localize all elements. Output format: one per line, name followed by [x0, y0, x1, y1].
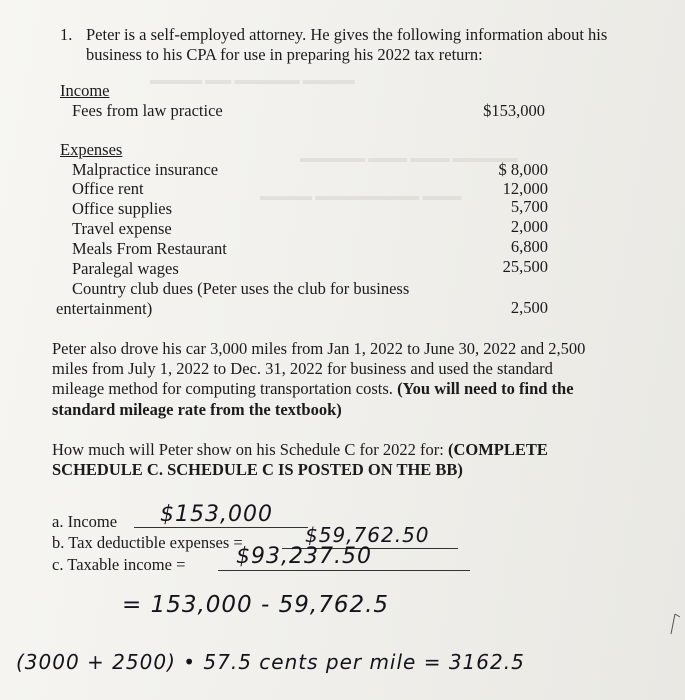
- answer-a-underline: [134, 527, 308, 528]
- handwritten-calculation: = 153,000 - 59,762.5: [122, 592, 390, 618]
- intro-line-2: business to his CPA for use in preparing his 2022 tax return:: [86, 45, 483, 64]
- bleed-through-text: ▬▬▬▬ ▬▬ ▬▬▬▬▬ ▬▬▬▬: [150, 72, 355, 87]
- mileage-line-3-text: mileage method for computing transportation costs.: [52, 379, 393, 398]
- question-line-1: [52, 440, 548, 460]
- question-line-1-text: How much will Peter show on his Schedule C for 2022 for:: [52, 440, 444, 459]
- mileage-line-3: [52, 379, 574, 399]
- bleed-through-text: ▬▬▬▬ ▬▬▬▬▬▬▬▬ ▬▬▬: [260, 188, 462, 203]
- expense-amount: 5,700: [510, 197, 548, 216]
- expense-label: Meals From Restaurant: [72, 239, 227, 258]
- handwritten-mileage-calculation: (3000 + 2500) • 57.5 cents per mile = 3162.5: [16, 650, 525, 674]
- expense-amount: 2,000: [510, 217, 548, 236]
- mileage-line-2: miles from July 1, 2022 to Dec. 31, 2022 for business and used the standard: [52, 359, 553, 378]
- question-number: 1.: [60, 25, 73, 44]
- answer-c-underline: [218, 570, 470, 571]
- answer-c-handwritten: $93,237.50: [236, 544, 372, 569]
- question-line-1-bold: (COMPLETE: [447, 440, 548, 459]
- expense-amount: 6,800: [510, 237, 548, 256]
- intro-line-1: Peter is a self-employed attorney. He gives the following information about his: [86, 25, 608, 44]
- answer-a-handwritten: $153,000: [160, 502, 273, 527]
- income-label: Fees from law practice: [72, 101, 223, 120]
- income-amount: $153,000: [483, 101, 545, 120]
- expenses-heading: Expenses: [60, 140, 123, 159]
- mileage-line-3-bold: (You will need to find the: [397, 379, 574, 398]
- expense-label: Malpractice insurance: [72, 160, 219, 179]
- expense-label: Office rent: [72, 179, 144, 198]
- mileage-line-1: Peter also drove his car 3,000 miles from Jan 1, 2022 to June 30, 2022 and 2,500: [52, 339, 586, 358]
- bleed-through-text: ▬▬▬▬▬ ▬▬▬ ▬▬▬ ▬▬▬▬▬: [300, 150, 518, 165]
- pen-mark-icon: [668, 612, 682, 636]
- income-heading: Income: [60, 81, 110, 100]
- expense-label: Paralegal wages: [72, 259, 179, 278]
- country-club-line-1: Country club dues (Peter uses the club for business: [72, 279, 410, 298]
- expense-amount: 25,500: [502, 257, 548, 276]
- mileage-line-4: standard mileage rate from the textbook): [52, 400, 342, 419]
- expense-amount: 12,000: [502, 179, 548, 198]
- expense-label: Travel expense: [72, 219, 172, 238]
- country-club-line-2: entertainment): [56, 299, 153, 318]
- answer-b-handwritten: $59,762.50: [305, 523, 430, 547]
- expense-amount: $ 8,000: [498, 160, 548, 179]
- country-club-amount: 2,500: [510, 298, 548, 317]
- answer-c-label: c. Taxable income =: [52, 555, 186, 574]
- answer-b-label: b. Tax deductible expenses =: [52, 533, 243, 552]
- expense-label: Office supplies: [72, 199, 173, 218]
- answer-a-label: a. Income: [52, 512, 118, 531]
- question-line-2: SCHEDULE C. SCHEDULE C IS POSTED ON THE BB): [52, 460, 463, 479]
